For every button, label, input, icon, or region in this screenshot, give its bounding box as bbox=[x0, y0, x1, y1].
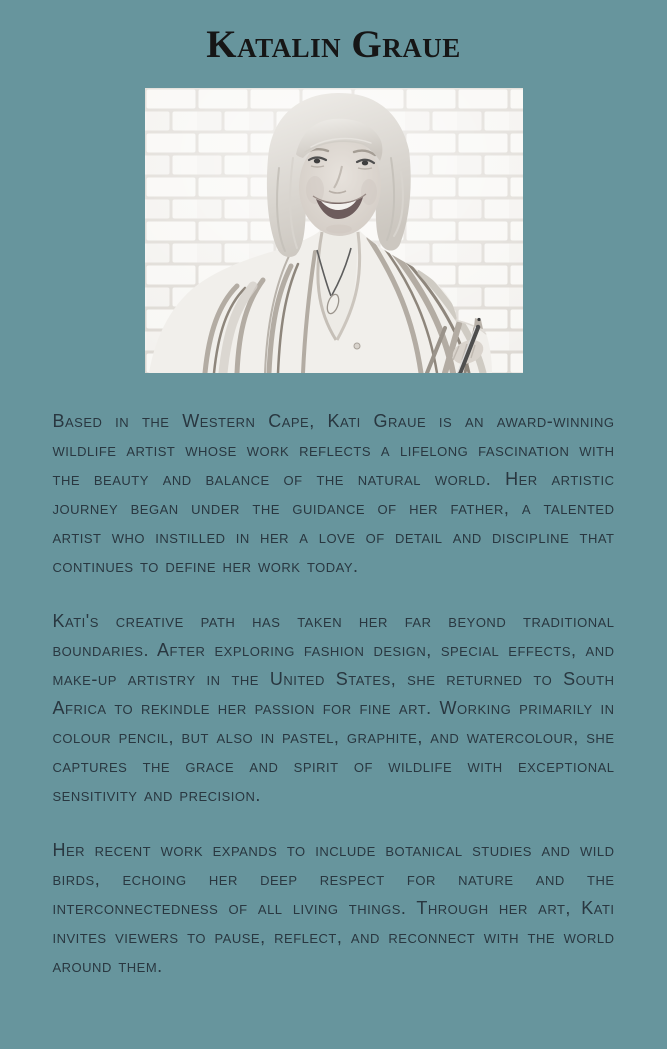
bio-paragraph-2: Kati's creative path has taken her far beyond traditional boundaries. After exploring fashion design, special effects, and make-up artistry in the United States, she returned to South Africa to rekindle her passion for fine art. Working primarily in colour pencil, but also in pastel, graphite, and watercolour, she captures the grace and spirit of wildlife with exceptional sensitivity and precision. bbox=[52, 611, 615, 805]
bio-paragraph-1: Based in the Western Cape, Kati Graue is an award-winning wildlife artist whose work reflects a lifelong fascination with the beauty and balance of the natural world. Her artistic journey began under the guidance of her father, a talented artist who instilled in her a love of detail and discipline that continues to define her work today. bbox=[52, 411, 615, 576]
portrait-photo-illustration bbox=[145, 88, 523, 373]
bio-paragraph-3: Her recent work expands to include botanical studies and wild birds, echoing her deep respect for nature and the interconnectedness of all living things. Through her art, Kati invites viewers to pause, reflect, and reconnect with the world around them. bbox=[52, 840, 615, 976]
artist-bio-page bbox=[0, 25, 667, 1049]
page-title: Katalin Graue bbox=[206, 23, 461, 66]
bio-text bbox=[53, 407, 615, 981]
portrait-photo bbox=[145, 88, 523, 373]
